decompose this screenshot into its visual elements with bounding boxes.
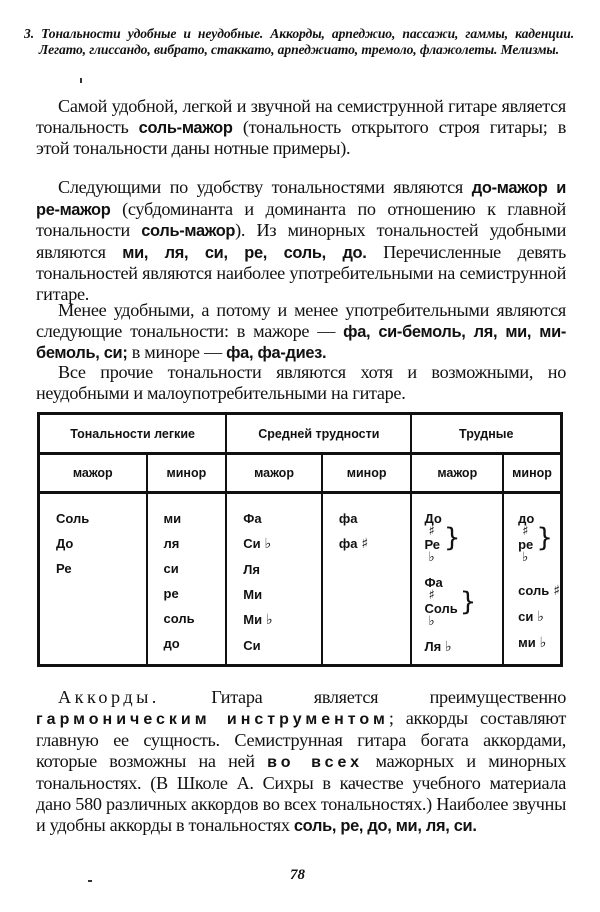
- key-cell: Фа: [243, 511, 262, 526]
- key-cell: фа: [338, 511, 358, 526]
- key-cell: си ♭: [518, 609, 544, 625]
- key-cell: соль: [163, 611, 195, 626]
- key-cell: Ре: [56, 561, 72, 576]
- text: Следующими по удобству тональностями являются: [58, 177, 472, 197]
- key-cell: ре: [163, 586, 179, 601]
- subheader-minor: минор: [503, 454, 561, 493]
- paragraph-2: [36, 177, 566, 305]
- enharmonic-pair: До ♯ Ре ♭ }: [424, 511, 461, 565]
- text: Гитара является преимущественно: [159, 687, 566, 707]
- key-cell: Ля ♭: [424, 639, 452, 655]
- paragraph-4: [36, 362, 566, 403]
- sharp-icon: ♯: [428, 588, 435, 603]
- col-medium-major: [226, 493, 322, 666]
- term-chords: Аккорды.: [58, 687, 160, 707]
- paragraph-1: [36, 96, 566, 159]
- flat-icon: ♭: [428, 550, 435, 565]
- col-medium-minor: [322, 493, 412, 666]
- subheader-major: мажор: [411, 454, 503, 493]
- print-mark: [80, 78, 82, 83]
- flat-icon: ♭: [266, 612, 273, 628]
- text: Перечисленные девять тональностей являются наиболее употребительными на семиструнной гитаре.: [36, 241, 566, 304]
- key-cell: ми: [163, 511, 182, 526]
- key-cell: Си ♭: [243, 536, 272, 552]
- paragraph-3: [36, 300, 566, 364]
- text: мажорных и минорных тональностях. (В Школе А. Сихры в качестве учебного материала дано 580 различных аккордов во всех тональностях.) Наиболее звучны и удобны аккорды в тональностях: [36, 750, 567, 835]
- flat-icon: ♭: [264, 536, 272, 552]
- sharp-icon: ♯: [553, 583, 560, 599]
- flat-icon: ♭: [428, 614, 435, 629]
- flat-icon: ♭: [539, 635, 547, 651]
- bold-keys: ми, ля, си, ре, соль, до.: [122, 243, 367, 262]
- key-cell: си: [163, 561, 179, 576]
- col-hard-minor: [503, 493, 561, 666]
- enharmonic-pair: до ♯ ре ♭ }: [518, 511, 553, 565]
- bold-keys: фа, си-бемоль, ля, ми, ми-бемоль, си;: [36, 322, 566, 363]
- text: ; аккорды составляют главную ее сущность. Семиструнная гитара богата аккордами, которые возможны на ней: [36, 707, 566, 771]
- key-cell: до: [163, 636, 180, 651]
- key-cell: соль ♯: [518, 583, 560, 599]
- text: Менее удобными, а потому и менее употребительными являются следующие тональности: в мажоре —: [36, 300, 566, 341]
- key-cell: фа ♯: [338, 536, 369, 552]
- key-cell: Ля: [243, 562, 260, 577]
- key-cell: Ми ♭: [243, 612, 273, 628]
- subheader-major: мажор: [226, 454, 322, 493]
- key-cell: Соль: [56, 511, 90, 526]
- brace-icon: }: [536, 523, 553, 553]
- section-heading: 3. Тональности удобные и неудобные. Аккорды, арпеджио, пассажи, гаммы, каденции. Легато, глиссандо, вибрато, стаккато, арпеджиато, тремоло, флажолеты. Мелизмы.: [24, 26, 574, 57]
- key-cell: ля: [163, 536, 180, 551]
- brace-icon: }: [459, 587, 477, 617]
- page-number: 78: [290, 867, 305, 883]
- text: (тональность открытого строя гитары; в этой тональности даны нотные примеры).: [36, 116, 566, 159]
- subheader-minor: минор: [322, 454, 412, 493]
- key-cell: Ми: [243, 587, 263, 602]
- sharp-icon: ♯: [522, 524, 529, 539]
- tonality-table: [37, 412, 563, 667]
- flat-icon: ♭: [537, 609, 544, 625]
- flat-icon: ♭: [445, 639, 452, 655]
- sharp-icon: ♯: [428, 524, 435, 539]
- text: ). Из минорных тональностей удобными являются: [36, 220, 567, 262]
- col-easy-major: [39, 493, 147, 666]
- print-mark: [88, 880, 92, 882]
- text: Самой удобной, легкой и звучной на семиструнной гитаре является тональность: [36, 96, 566, 137]
- text: Все прочие тональности являются хотя и возможными, но неудобными и малоупотребительными на гитаре.: [36, 362, 566, 403]
- bold-keys: соль, ре, до, ми, ля, си.: [293, 816, 477, 835]
- key-cell: До: [56, 536, 74, 551]
- header-hard: Трудные: [411, 414, 561, 454]
- text: (субдоминанта и доминанта по отношению к главной тональности: [36, 198, 566, 241]
- header-medium: Средней трудности: [226, 414, 411, 454]
- bold-key: соль-мажор: [138, 118, 233, 137]
- subheader-major: мажор: [39, 454, 147, 493]
- subheader-minor: минор: [147, 454, 227, 493]
- text: в миноре —: [127, 342, 227, 363]
- bold-key: соль-мажор: [141, 222, 236, 241]
- emphasis: во всех: [267, 753, 364, 771]
- paragraph-5: [36, 687, 566, 836]
- key-cell: Си: [243, 638, 261, 653]
- col-hard-major: [411, 493, 503, 666]
- header-easy: Тональности легкие: [39, 414, 227, 454]
- flat-icon: ♭: [522, 550, 529, 565]
- bold-keys: фа, фа-диез.: [226, 344, 327, 363]
- emphasis: гармоническим инструментом: [36, 710, 389, 728]
- brace-icon: }: [443, 523, 461, 553]
- key-cell: ми ♭: [518, 635, 547, 651]
- bold-key: до-мажор и ре-мажор: [36, 179, 567, 219]
- col-easy-minor: [147, 493, 227, 666]
- enharmonic-pair: Фа ♯ Соль ♭ }: [424, 575, 477, 629]
- sharp-icon: ♯: [361, 536, 369, 552]
